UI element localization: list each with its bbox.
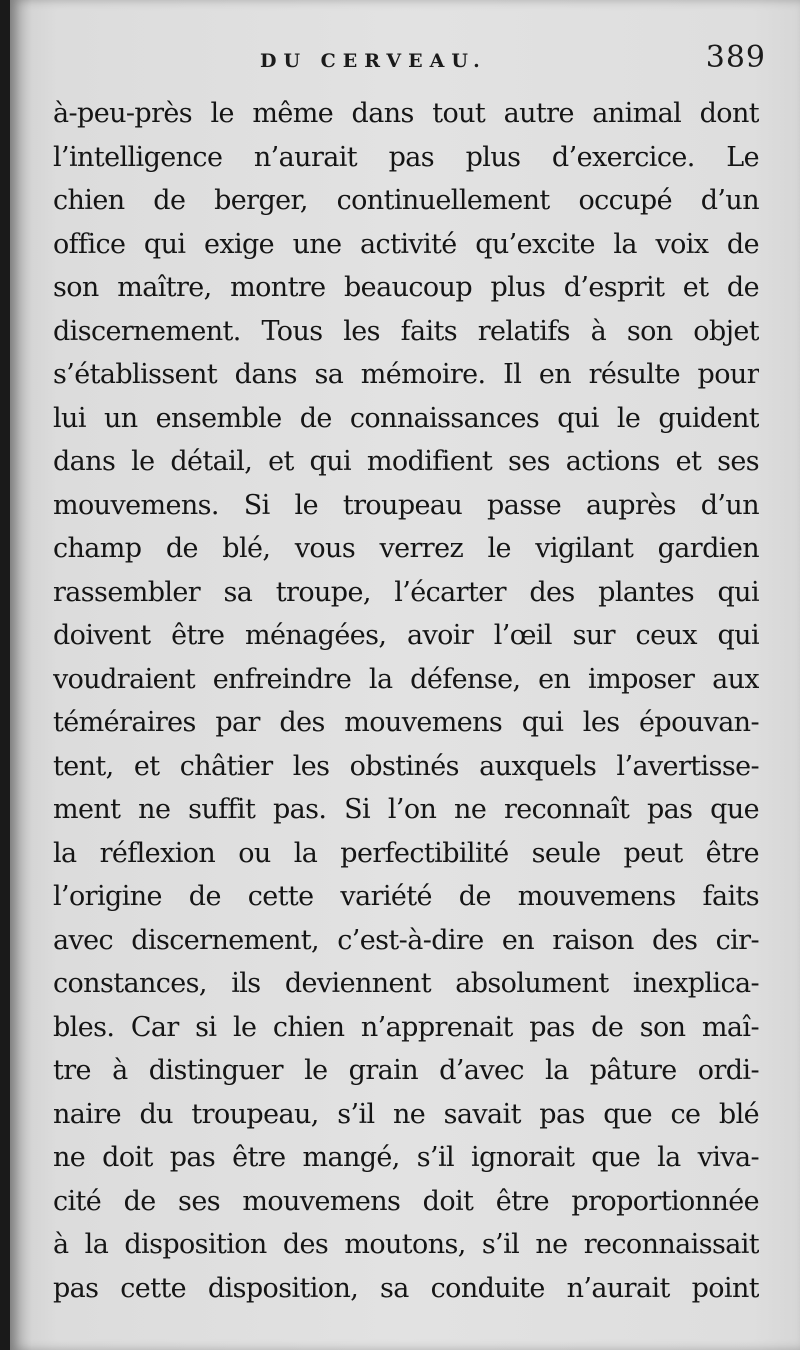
text-line: son maître, montre beaucoup plus d’esprit et de bbox=[53, 272, 759, 303]
text-line: tre à distinguer le grain d’avec la pâture ordi- bbox=[53, 1055, 759, 1086]
text-line: s’établissent dans sa mémoire. Il en résulte pour bbox=[53, 359, 759, 390]
text-line: voudraient enfreindre la défense, en imposer aux bbox=[53, 663, 759, 695]
text-line: ment ne suffit pas. Si l’on ne reconnaît pas que bbox=[53, 794, 759, 825]
text-line: la réflexion ou la perfectibilité seule peut être bbox=[53, 837, 759, 869]
text-line: lui un ensemble de connaissances qui le guident bbox=[53, 402, 759, 434]
text-line: dans le détail, et qui modifient ses actions et ses bbox=[53, 446, 759, 477]
text-line: téméraires par des mouvemens qui les épouvan- bbox=[53, 707, 759, 738]
text-line: chien de berger, continuellement occupé d’un bbox=[53, 185, 759, 216]
running-head bbox=[10, 40, 800, 86]
text-line: rassembler sa troupe, l’écarter des plantes qui bbox=[53, 576, 759, 608]
text-line: l’intelligence n’aurait pas plus d’exercice. Le bbox=[53, 141, 759, 173]
text-line: cité de ses mouvemens doit être proportionnée bbox=[53, 1185, 759, 1217]
text-line: constances, ils deviennent absolument inexplica- bbox=[53, 968, 759, 999]
page-number: 389 bbox=[705, 40, 766, 75]
text-line: naire du troupeau, s’il ne savait pas que ce blé bbox=[53, 1098, 759, 1130]
text-line: ne doit pas être mangé, s’il ignorait que la viva- bbox=[53, 1142, 759, 1173]
text-line: bles. Car si le chien n’apprenait pas de son maî- bbox=[53, 1011, 759, 1043]
text-line: l’origine de cette variété de mouvemens faits bbox=[53, 881, 759, 912]
text-line: champ de blé, vous verrez le vigilant gardien bbox=[53, 533, 759, 564]
text-line: avec discernement, c’est-à-dire en raison des cir- bbox=[53, 924, 759, 956]
running-title: DU CERVEAU. bbox=[260, 50, 487, 72]
text-line: pas cette disposition, sa conduite n’aurait point bbox=[53, 1272, 759, 1304]
body-text bbox=[53, 92, 759, 1310]
text-line: doivent être ménagées, avoir l’œil sur ceux qui bbox=[53, 620, 759, 651]
text-line: à-peu-près le même dans tout autre animal dont bbox=[53, 98, 759, 129]
text-line: tent, et châtier les obstinés auxquels l’avertisse- bbox=[53, 750, 759, 782]
text-line: office qui exige une activité qu’excite la voix de bbox=[53, 228, 759, 260]
text-line: discernement. Tous les faits relatifs à son objet bbox=[53, 315, 759, 347]
book-page bbox=[10, 0, 800, 1350]
text-line: mouvemens. Si le troupeau passe auprès d’un bbox=[53, 489, 759, 521]
text-line: à la disposition des moutons, s’il ne reconnaissait bbox=[53, 1229, 759, 1260]
